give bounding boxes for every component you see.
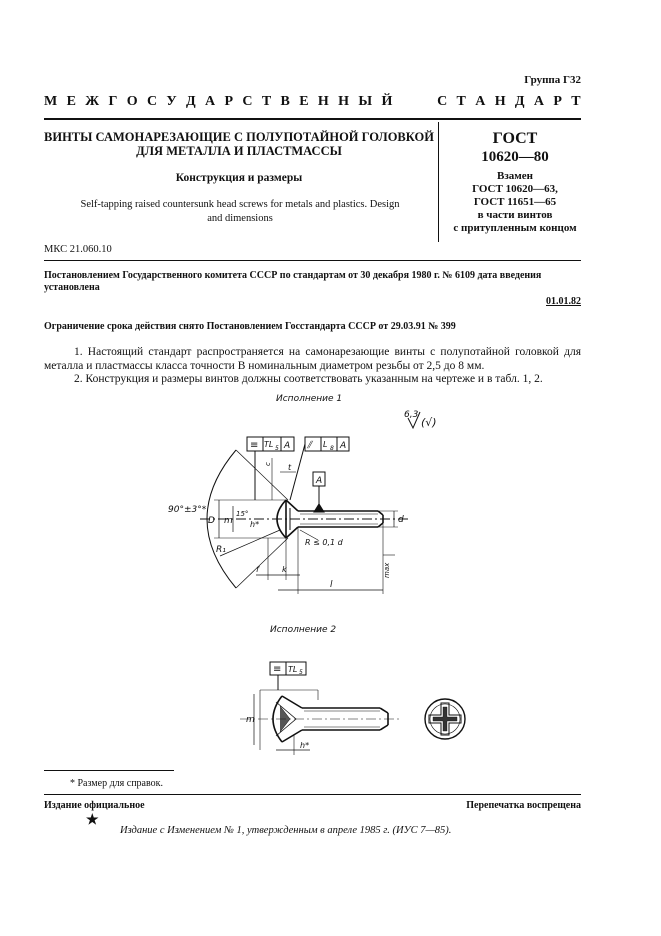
banner-letter: С: [146, 94, 158, 109]
tol1-sub-2: 5: [299, 669, 303, 676]
title-line: ВИНТЫ САМОНАРЕЗАЮЩИЕ С ПОЛУПОТАЙНОЙ ГОЛОВКОЙ: [44, 130, 434, 144]
english-title-line: and dimensions: [207, 213, 273, 224]
label-c: c: [264, 462, 272, 466]
tol2-value: L: [323, 440, 328, 449]
tol2-sub: 8: [330, 445, 334, 452]
label-m-2: m: [246, 715, 255, 725]
banner-letter: Д: [186, 94, 196, 109]
tol1-sub: 5: [275, 445, 279, 452]
label-k: k: [282, 565, 287, 574]
tol2-ref: A: [340, 441, 347, 451]
banner-letter: Р: [553, 94, 562, 109]
roughness-value: 6,3: [404, 410, 419, 420]
banner-letter: Т: [571, 94, 581, 109]
roughness-paren: (√): [421, 416, 437, 429]
banner-letter: О: [126, 94, 138, 109]
document-subtitle: Конструкция и размеры: [175, 172, 303, 184]
tol1-value-2: TL: [288, 665, 298, 674]
replace-label: Взамен: [497, 170, 533, 182]
symmetry-icon: ≡: [250, 440, 259, 451]
caption-variant-1: Исполнение 1: [276, 394, 343, 404]
label-h-2: h*: [300, 741, 310, 750]
label-max: max: [383, 562, 391, 578]
gost-label: ГОСТ: [492, 130, 538, 147]
gost-number: 10620—80: [481, 149, 549, 165]
banner-letter: У: [166, 94, 177, 109]
edition-note: Издание с Изменением № 1, утвержденным в апреле 1985 г. (ИУС 7—85).: [120, 825, 452, 836]
label-h: h*: [250, 520, 260, 529]
screw-variant-2: [240, 662, 465, 755]
banner-letter: Т: [261, 94, 272, 109]
datum-label: A: [316, 476, 323, 486]
replace-line: ГОСТ 10620—63,: [472, 183, 558, 195]
symmetry-icon-2: ≡: [273, 664, 282, 675]
label-m: m: [224, 516, 233, 526]
effective-date: 01.01.82: [546, 296, 581, 307]
banner-letter: А: [533, 94, 545, 109]
title-line: ДЛЯ МЕТАЛЛА И ПЛАСТМАССЫ: [136, 144, 342, 158]
banner-letter: М: [44, 94, 58, 109]
label-t: t: [288, 463, 292, 472]
label-d-head: D: [208, 516, 215, 526]
group-code: Группа Г32: [524, 74, 581, 86]
banner-letter: Е: [299, 94, 309, 109]
paragraph-1: 1. Настоящий стандарт распространяется на самонарезающие винты с полупотайной головкой для металла и пластмассы класса точности В номинальным диаметром резьбы от 2,5 до 8 мм.: [44, 346, 581, 372]
banner-letter: Т: [456, 94, 466, 109]
banner-letter: Ы: [358, 94, 373, 109]
official-edition: Издание официальное: [44, 800, 145, 811]
banner-letter: Р: [224, 94, 234, 109]
tol1-value: TL: [264, 440, 274, 449]
banner-letter: А: [475, 94, 486, 109]
banner-letter: Н: [317, 94, 329, 109]
replace-line: в части винтов: [477, 209, 553, 221]
parallel-icon: ⫽: [307, 440, 312, 451]
banner-letter: Ж: [85, 94, 100, 109]
english-title-line: Self-tapping raised countersunk head screws for metals and plastics. Design: [80, 199, 400, 210]
tolerance-frame-1: [247, 437, 294, 500]
label-f: f: [256, 565, 259, 574]
banner-letter: Д: [514, 94, 525, 109]
banner-letter: А: [205, 94, 216, 109]
label-r-small: R ≤ 0,1 d: [305, 538, 343, 547]
banner-letter: Й: [381, 94, 393, 109]
limit-text: Ограничение срока действия снято Постановлением Госстандарта СССР от 29.03.91 № 399: [44, 321, 456, 332]
angle-label: 90°±3°*: [168, 505, 207, 515]
footnote-rule: [44, 770, 174, 771]
caption-variant-2: Исполнение 2: [270, 625, 337, 635]
replace-line: с притупленным концом: [453, 222, 577, 234]
star-icon: ★: [86, 813, 99, 828]
label-15deg: 15°: [236, 510, 249, 518]
banner-letter: Н: [494, 94, 506, 109]
banner-letter: В: [280, 94, 290, 109]
cross-recess-icon: [425, 699, 465, 739]
replace-line: ГОСТ 11651—65: [473, 196, 557, 208]
footnote: * Размер для справок.: [70, 778, 163, 789]
label-r1: R₁: [216, 545, 226, 555]
label-d: d: [398, 515, 404, 525]
label-l: l: [330, 580, 333, 590]
decree-text: Постановлением Государственного комитета СССР по стандартам от 30 декабря 1980 г. № 6109 дата введения установлена: [44, 270, 542, 293]
banner-letter: Н: [338, 94, 350, 109]
paragraph-2: 2. Конструкция и размеры винтов должны соответствовать указанным на чертеже и в табл. 1, 2.: [74, 373, 543, 385]
footer-rule: [44, 794, 581, 795]
banner-letter: Г: [108, 94, 118, 109]
banner-letter: Е: [66, 94, 76, 109]
banner-letter: С: [437, 94, 448, 109]
mks-code: МКС 21.060.10: [44, 244, 112, 255]
reprint-notice: Перепечатка воспрещена: [466, 800, 581, 811]
tol1-ref: A: [284, 441, 291, 451]
banner-letter: С: [242, 94, 253, 109]
